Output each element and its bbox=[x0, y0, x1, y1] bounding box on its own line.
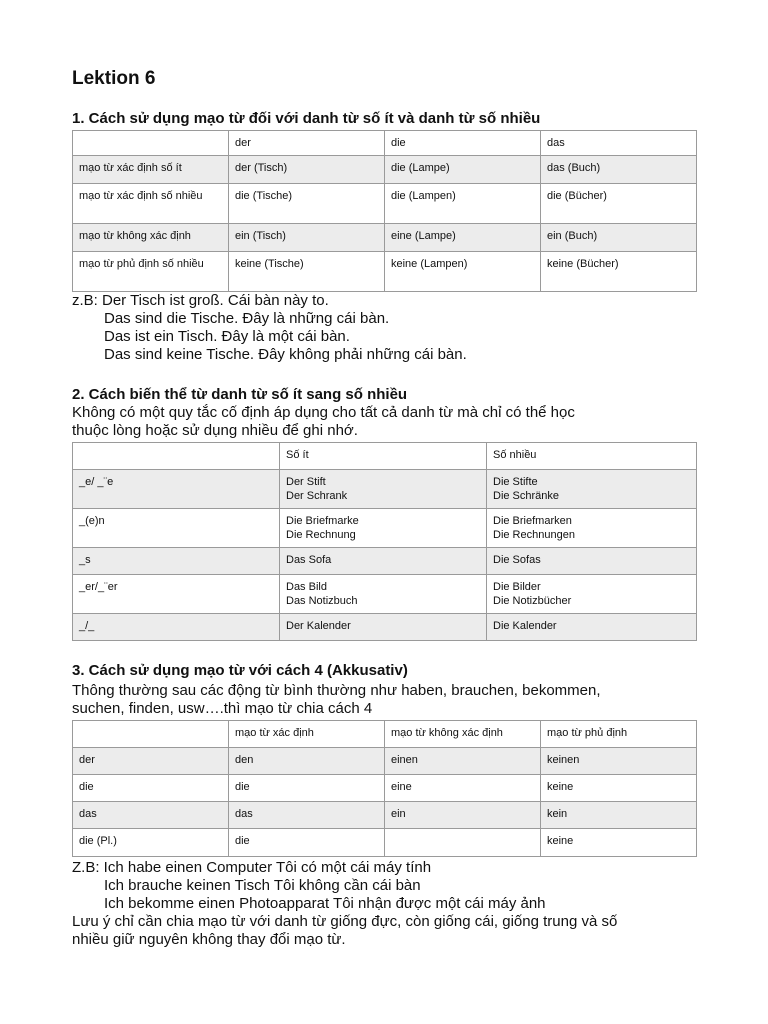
table-cell: ein (Tisch) bbox=[229, 224, 385, 252]
table-cell: _s bbox=[73, 548, 280, 575]
table-cell: _/_ bbox=[73, 614, 280, 641]
table-cell: das bbox=[229, 802, 385, 829]
section1-table bbox=[72, 130, 697, 292]
intro-line: thuộc lòng hoặc sử dụng nhiều để ghi nhớ. bbox=[72, 422, 358, 439]
table-cell: die bbox=[229, 829, 385, 857]
lesson-title: Lektion 6 bbox=[72, 68, 156, 89]
table-cell: mạo từ phủ định số nhiều bbox=[73, 252, 229, 292]
example-line: z.B: Der Tisch ist groß. Cái bàn này to. bbox=[72, 292, 329, 309]
table-row bbox=[73, 156, 697, 184]
table-row bbox=[73, 802, 697, 829]
table-cell: die (Tische) bbox=[229, 184, 385, 224]
table-cell: mạo từ xác định bbox=[229, 721, 385, 748]
table-row bbox=[73, 252, 697, 292]
section2-table bbox=[72, 442, 697, 641]
table-cell: Das Bild Das Notizbuch bbox=[280, 575, 487, 614]
table-cell: die (Bücher) bbox=[541, 184, 697, 224]
example-line: Das sind keine Tische. Đây không phải những cái bàn. bbox=[104, 346, 467, 363]
table-cell bbox=[73, 131, 229, 156]
section1-examples bbox=[72, 292, 467, 364]
table-cell: keine (Lampen) bbox=[385, 252, 541, 292]
table-cell: Số ít bbox=[280, 443, 487, 470]
note-line: Lưu ý chỉ cần chia mạo từ với danh từ giống đực, còn giống cái, giống trung và số bbox=[72, 913, 618, 930]
table-cell: keinen bbox=[541, 748, 697, 775]
section1-header-row bbox=[73, 131, 697, 156]
table-cell: einen bbox=[385, 748, 541, 775]
table-cell: Die Stifte Die Schränke bbox=[487, 470, 697, 509]
section3-intro bbox=[72, 682, 601, 718]
table-cell: die (Lampen) bbox=[385, 184, 541, 224]
table-cell: mạo từ phủ định bbox=[541, 721, 697, 748]
table-cell: Die Briefmarke Die Rechnung bbox=[280, 509, 487, 548]
example-line: Das ist ein Tisch. Đây là một cái bàn. bbox=[104, 328, 350, 345]
table-cell: eine bbox=[385, 775, 541, 802]
table-cell: Die Briefmarken Die Rechnungen bbox=[487, 509, 697, 548]
note-line: nhiều giữ nguyên không thay đổi mạo từ. bbox=[72, 931, 346, 948]
table-cell bbox=[385, 829, 541, 857]
table-row bbox=[73, 575, 697, 614]
section2-heading: 2. Cách biến thể từ danh từ số ít sang số nhiều bbox=[72, 386, 408, 403]
table-row bbox=[73, 775, 697, 802]
table-row bbox=[73, 829, 697, 857]
table-cell: mạo từ xác định số ít bbox=[73, 156, 229, 184]
table-cell: keine bbox=[541, 775, 697, 802]
section2-intro bbox=[72, 404, 575, 440]
table-row bbox=[73, 224, 697, 252]
table-row bbox=[73, 470, 697, 509]
section3-heading: 3. Cách sử dụng mạo từ với cách 4 (Akkusativ) bbox=[72, 662, 408, 679]
table-cell: die (Lampe) bbox=[385, 156, 541, 184]
table-cell: Das Sofa bbox=[280, 548, 487, 575]
table-cell: das bbox=[73, 802, 229, 829]
table-cell bbox=[73, 721, 229, 748]
table-cell: Die Kalender bbox=[487, 614, 697, 641]
table-cell: keine (Tische) bbox=[229, 252, 385, 292]
example-line: Z.B: Ich habe einen Computer Tôi có một cái máy tính bbox=[72, 859, 432, 876]
table-cell: die bbox=[73, 775, 229, 802]
table-cell: mạo từ không xác định bbox=[385, 721, 541, 748]
example-line: Ich bekomme einen Photoapparat Tôi nhận được một cái máy ảnh bbox=[104, 895, 546, 912]
table-row bbox=[73, 614, 697, 641]
table-cell: ein (Buch) bbox=[541, 224, 697, 252]
table-cell: Der Kalender bbox=[280, 614, 487, 641]
table-row bbox=[73, 548, 697, 575]
table-cell bbox=[73, 443, 280, 470]
example-line: Das sind die Tische. Đây là những cái bàn. bbox=[104, 310, 390, 327]
table-cell: Die Sofas bbox=[487, 548, 697, 575]
section3-table bbox=[72, 720, 697, 857]
table-cell: _(e)n bbox=[73, 509, 280, 548]
section3-examples bbox=[72, 859, 617, 949]
table-row bbox=[73, 509, 697, 548]
table-cell: die (Pl.) bbox=[73, 829, 229, 857]
table-cell: das (Buch) bbox=[541, 156, 697, 184]
table-cell: Số nhiều bbox=[487, 443, 697, 470]
table-cell: das bbox=[541, 131, 697, 156]
table-cell: der (Tisch) bbox=[229, 156, 385, 184]
table-cell: die bbox=[385, 131, 541, 156]
table-cell: mạo từ xác định số nhiều bbox=[73, 184, 229, 224]
intro-line: Thông thường sau các động từ bình thường như haben, brauchen, bekommen, bbox=[72, 682, 601, 699]
example-line: Ich brauche keinen Tisch Tôi không cần cái bàn bbox=[104, 877, 421, 894]
table-cell: die bbox=[229, 775, 385, 802]
section3-header-row bbox=[73, 721, 697, 748]
table-cell: eine (Lampe) bbox=[385, 224, 541, 252]
table-cell: der bbox=[73, 748, 229, 775]
table-cell: den bbox=[229, 748, 385, 775]
table-cell: kein bbox=[541, 802, 697, 829]
table-row bbox=[73, 184, 697, 224]
section2-header-row bbox=[73, 443, 697, 470]
table-cell: keine (Bücher) bbox=[541, 252, 697, 292]
table-cell: Der Stift Der Schrank bbox=[280, 470, 487, 509]
table-row bbox=[73, 748, 697, 775]
intro-line: suchen, finden, usw….thì mạo từ chia cách 4 bbox=[72, 700, 373, 717]
intro-line: Không có một quy tắc cố định áp dụng cho tất cả danh từ mà chỉ có thể học bbox=[72, 404, 575, 421]
table-cell: der bbox=[229, 131, 385, 156]
table-cell: Die Bilder Die Notizbücher bbox=[487, 575, 697, 614]
table-cell: keine bbox=[541, 829, 697, 857]
table-cell: _e/ _¨e bbox=[73, 470, 280, 509]
table-cell: mạo từ không xác định bbox=[73, 224, 229, 252]
table-cell: _er/_¨er bbox=[73, 575, 280, 614]
table-cell: ein bbox=[385, 802, 541, 829]
section1-heading: 1. Cách sử dụng mạo từ đối với danh từ số ít và danh từ số nhiều bbox=[72, 110, 541, 127]
